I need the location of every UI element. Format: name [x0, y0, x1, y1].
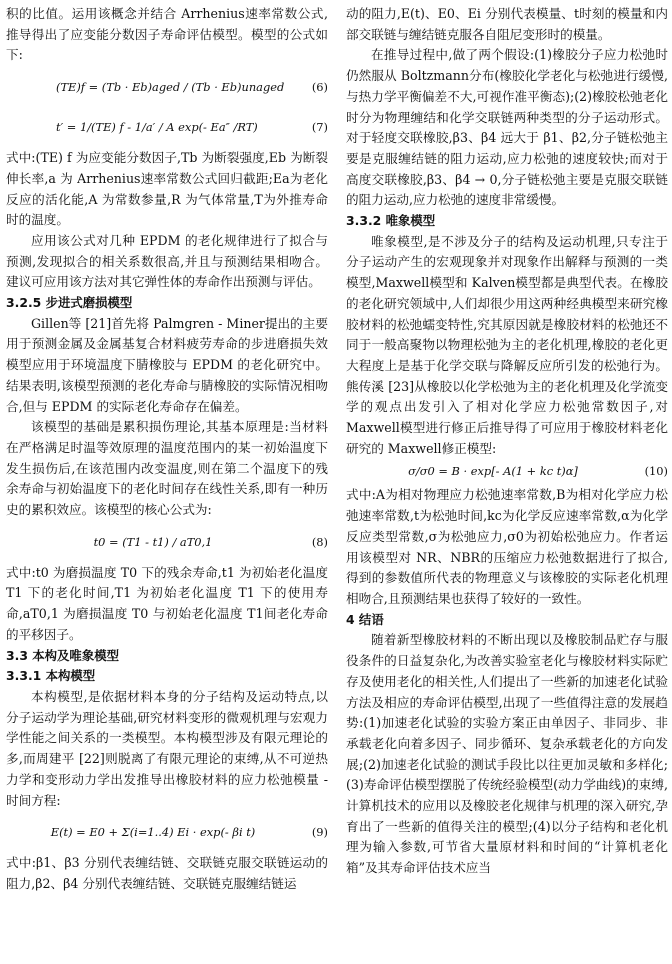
paragraph: 式中:β1、β3 分别代表缠结链、交联链克服交联链运动的阻力,β2、β4 分别代表缠结链、交联链克服缠结链运 [6, 855, 328, 891]
paragraph: 唯象模型,是不涉及分子的结构及运动机理,只专注于分子运动产生的宏观现象并对现象作出解释与预测的一类模型,Maxwell模型和 Kalven模型都是典型代表。在橡胶的老化研究领域中,人们却很少用这两种经典模型来研究橡胶材料的松弛蠕变特性,究其原因就是橡胶材料的松弛还不同于一般高聚物以物理松弛为主的老化机理,橡胶的老化更大程度上是基于化学交联与降解反应所引发的松弛行为。熊传溪 [23]从橡胶以化学松弛为主的老化机理及化学流变学的观点出发引入了相对化学应力松弛常数因子,对 Maxwell模型进行修正后推导得了可应用于橡胶材料老化研究的 Maxwell修正模型: [346, 233, 668, 456]
paragraph: 在推导过程中,做了两个假设:(1)橡胶分子应力松弛时仍然服从 Boltzmann分布(橡胶化学老化与松弛进行缓慢,与热力学平衡偏差不大,可视作准平衡态);(2)橡胶松弛老化时分为物理缠结和化学交联链两种类型的分子运动形式。对于轻度交联橡胶,β3、β4 远大于 β1、β2,分子链松弛主要是克服缠结链的阻力运动,应力松弛的速度较快;而对于高度交联橡胶,β3、β4 → 0,分子链松弛主要是克服交联链的阻力运动,应力松弛的速度非常缓慢。 [346, 47, 668, 208]
equation-number: (6) [311, 80, 328, 95]
equation-number: (9) [311, 825, 328, 840]
paragraph: 动的阻力,E(t)、E0、Ei 分别代表模量、t时刻的模量和内部交联链与缠结链克服各自阻尼变形时的模量。 [346, 6, 668, 42]
equation-formula: t′ = 1/(TE) f - 1/a′ / A exp(- Ea″ /RT) [56, 120, 258, 135]
equation-formula: (TE)f = (Tb · Eb)aged / (Tb · Eb)unaged [56, 80, 285, 95]
left-column [6, 4, 328, 895]
subsection-heading: 3.3.1 本构模型 [6, 668, 96, 684]
equation-8 [6, 523, 328, 561]
paragraph: 积的比值。运用该概念并结合 Arrhenius速率常数公式,推导得出了应变能分数因子寿命评估模型。模型的公式如下: [6, 6, 328, 63]
equation-6 [6, 68, 328, 106]
paragraph: Gillen等 [21]首先将 Palmgren - Miner提出的主要用于预测金属及金属基复合材料疲劳寿命的步进磨损失效模型应用于环境温度下腈橡胶与 EPDM 的老化研究中。结果表明,该模型预测的老化寿命与腈橡胶的实际情况相吻合,但与 EPDM 的实际老化寿命存在偏差。 [6, 315, 328, 414]
section-heading: 3.2.5 步进式磨损模型 [6, 295, 133, 311]
equation-number: (7) [311, 120, 328, 135]
section-heading: 4 结语 [346, 611, 384, 627]
equation-7 [6, 108, 328, 146]
paragraph: 本构模型,是依据材料本身的分子结构及运动特点,以分子运动学为理论基础,研究材料变形的微观机理与宏观力学性能之间关系的一类模型。本构模型涉及有限元理论的多,而周建平 [22]则脱离了有限元理论的束缚,从不可逆热力学和变形动力学出发推导出橡胶材料的应力松弛模量 - 时间方程: [6, 688, 328, 808]
subsection-heading: 3.3.2 唯象模型 [346, 213, 436, 229]
right-column [346, 4, 668, 879]
equation-9 [6, 813, 328, 851]
equation-number: (10) [644, 464, 668, 479]
paragraph: 式中:(TE) f 为应变能分数因子,Tb 为断裂强度,Eb 为断裂伸长率,a 为 Arrhenius速率常数公式回归截距;Ea为老化反应的活化能,A 为常数参量,R 为气体常量,T为外推寿命时的温度。 [6, 150, 328, 228]
equation-formula: E(t) = E0 + Σ(i=1..4) Ei · exp(- βi t) [50, 825, 256, 840]
paragraph: 式中:A为相对物理应力松弛速率常数,B为相对化学应力松弛速率常数,t为松弛时间,kc为化学反应速率常数,α为化学反应类型常数,σ为松弛应力,σ0为初始松弛应力。作者运用该模型对 NR、NBR的压缩应力松弛数据进行了拟合,得到的参数值所代表的物理意义与该橡胶的实际老化机理相吻合,且预测结果也获得了较好的一致性。 [346, 487, 668, 606]
equation-10 [346, 461, 668, 483]
equation-formula: t0 = (T1 - t1) / aT0,1 [93, 534, 213, 549]
section-heading: 3.3 本构及唯象模型 [6, 647, 119, 663]
paragraph: 随着新型橡胶材料的不断出现以及橡胶制品贮存与服役条件的日益复杂化,为改善实验室老化与橡胶材料实际贮存及使用老化的相关性,人们提出了一些新的加速老化试验方法及相应的寿命评估模型,出现了一些值得注意的发展趋势:(1)加速老化试验的实验方案正由单因子、非同步、非承载老化向着多因子、同步循环、复杂承载老化的方向发展;(2)加速老化试验的测试手段比以往更加灵敏和多样化;(3)寿命评估模型摆脱了传统经验模型(动力学曲线)的束缚,计算机技术的应用以及橡胶老化规律与机理的深入研究,孕育出了一些新的值得关注的模型;(4)以分子结构和老化机理为输入参数,可节省大量原材料和时间的“计算机老化箱”及其寿命评估技术应当 [346, 632, 668, 876]
paragraph: 应用该公式对几种 EPDM 的老化规律进行了拟合与预测,发现拟合的相关系数很高,并且与预测结果相吻合。建议可应用该方法对其它弹性体的寿命作出预测与评估。 [6, 232, 328, 290]
paragraph: 该模型的基础是累积损伤理论,其基本原理是:当材料在严格满足时温等效原理的温度范围内的某一初始温度下发生损伤后,在该范围内改变温度,则在第二个温度下的残余寿命与初始温度下的老化时间存在线性关系,即有一种历史的累积效应。该模型的核心公式为: [6, 419, 328, 518]
equation-formula: σ/σ0 = B · exp[- A(1 + kc t)α] [408, 464, 578, 479]
paragraph: 式中:t0 为磨损温度 T0 下的残余寿命,t1 为初始老化温度 T1 下的老化时间,T1 为初始老化温度 T1 下的使用寿命,aT0,1 为磨损温度 T0 与初始老化温度 T1间老化寿命的平移因子。 [6, 564, 328, 642]
equation-number: (8) [311, 534, 328, 549]
